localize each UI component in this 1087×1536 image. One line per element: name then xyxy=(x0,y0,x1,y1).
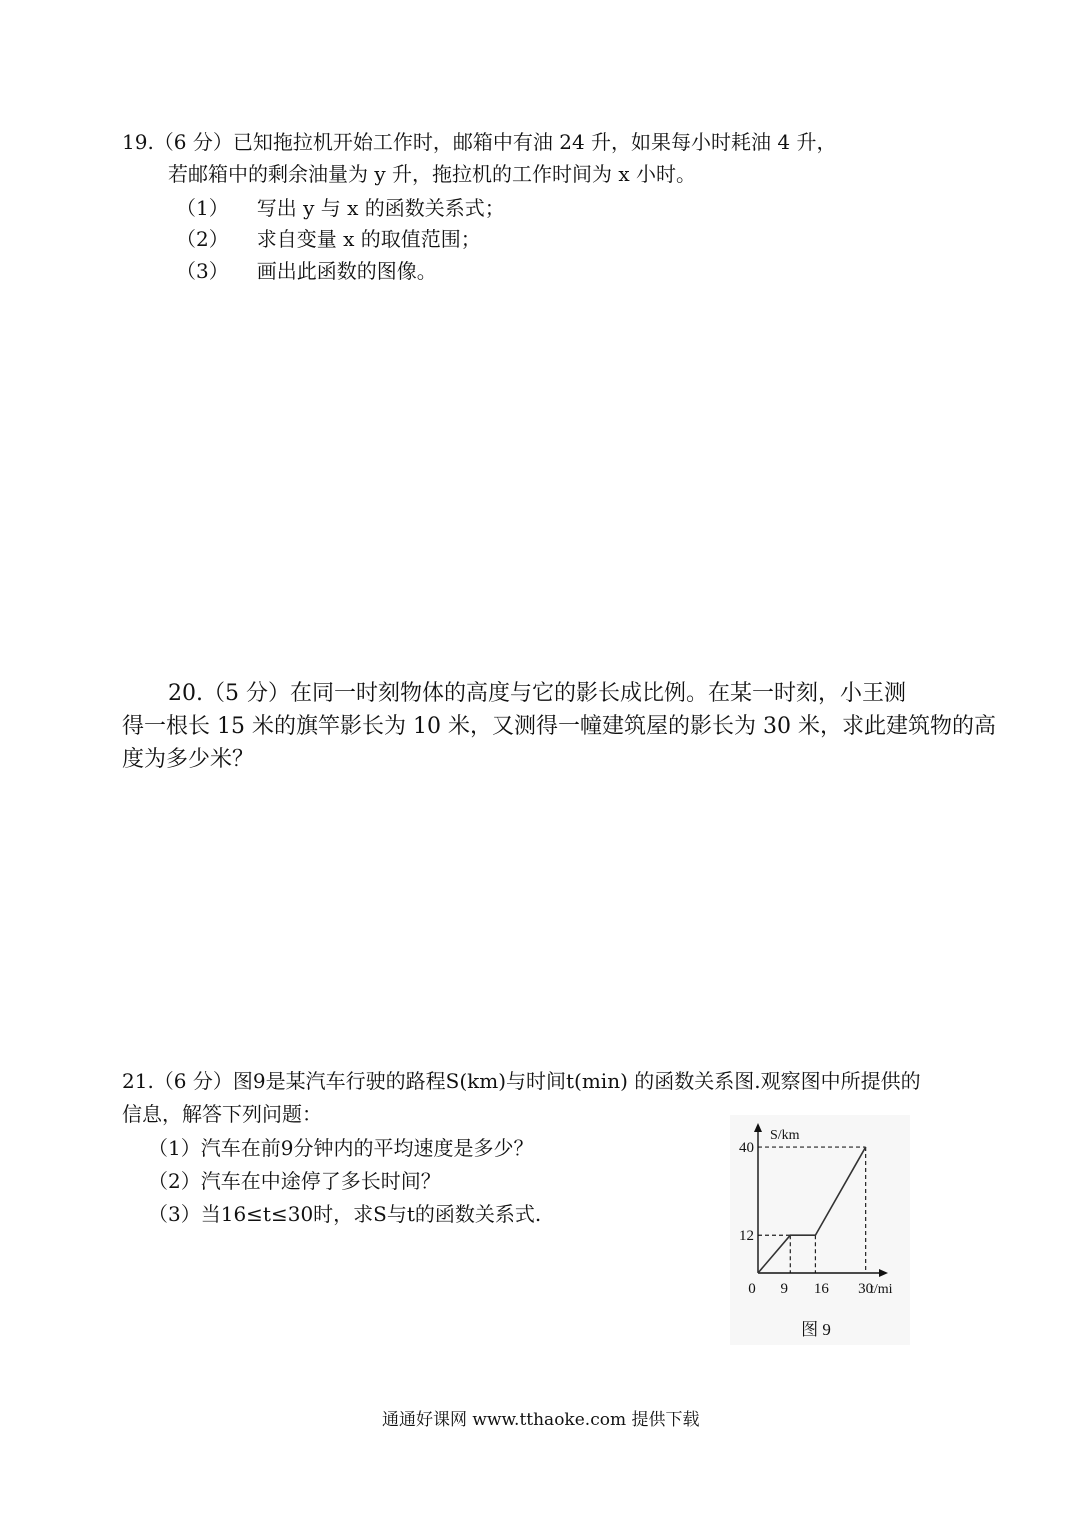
q20-line1: 20.（5 分）在同一时刻物体的高度与它的影长成比例。在某一时刻，小王测 xyxy=(168,681,906,706)
q19-part3-text: 画出此函数的图像。 xyxy=(256,259,437,283)
q20-line3: 度为多少米？ xyxy=(122,747,255,772)
q19-part1 xyxy=(176,198,505,218)
figure-background xyxy=(730,1115,910,1345)
figure-caption: 图 9 xyxy=(801,1320,831,1339)
q21-part1: （1）汽车在前9分钟内的平均速度是多少？ xyxy=(148,1136,534,1160)
figure-9-chart xyxy=(730,1115,910,1345)
q19-part2-number: （2） xyxy=(176,227,229,251)
y-tick-40: 40 xyxy=(739,1140,754,1157)
q19-part1-text: 写出 y 与 x 的函数关系式； xyxy=(256,196,505,220)
origin-label: 0 xyxy=(748,1281,756,1297)
y-axis-label: S/km xyxy=(770,1128,800,1143)
x-tick-9: 9 xyxy=(780,1281,789,1297)
q19-part3-number: （3） xyxy=(176,259,229,283)
q19-part1-number: （1） xyxy=(176,196,229,220)
q19-part2 xyxy=(176,229,481,249)
q20-line2: 得一根长 15 米的旗竿影长为 10 米，又测得一幢建筑屋的影长为 30 米，求此建筑物的高 xyxy=(122,714,996,739)
q21-part2: （2）汽车在中途停了多长时间？ xyxy=(148,1169,441,1193)
x-tick-16: 16 xyxy=(813,1281,829,1297)
q19-line1: 19.（6 分）已知拖拉机开始工作时，邮箱中有油 24 升，如果每小时耗油 4 升， xyxy=(122,130,837,154)
q21-line2: 信息，解答下列问题： xyxy=(122,1102,322,1126)
x-tick-30: 30 xyxy=(858,1281,874,1297)
q19-part3 xyxy=(176,261,437,281)
q21-part3: （3）当16≤t≤30时，求S与t的函数关系式. xyxy=(148,1202,542,1226)
y-tick-12: 12 xyxy=(739,1228,754,1245)
q21-line1: 21.（6 分）图9是某汽车行驶的路程S(km)与时间t(min) 的函数关系图.观察图中所提供的 xyxy=(122,1069,921,1093)
q19-part2-text: 求自变量 x 的取值范围； xyxy=(256,227,481,251)
footer-text: 通通好课网 www.tthaoke.com 提供下载 xyxy=(382,1410,700,1430)
x-axis-label: t/mi xyxy=(870,1282,893,1297)
q19-line2: 若邮箱中的剩余油量为 y 升，拖拉机的工作时间为 x 小时。 xyxy=(168,162,697,186)
